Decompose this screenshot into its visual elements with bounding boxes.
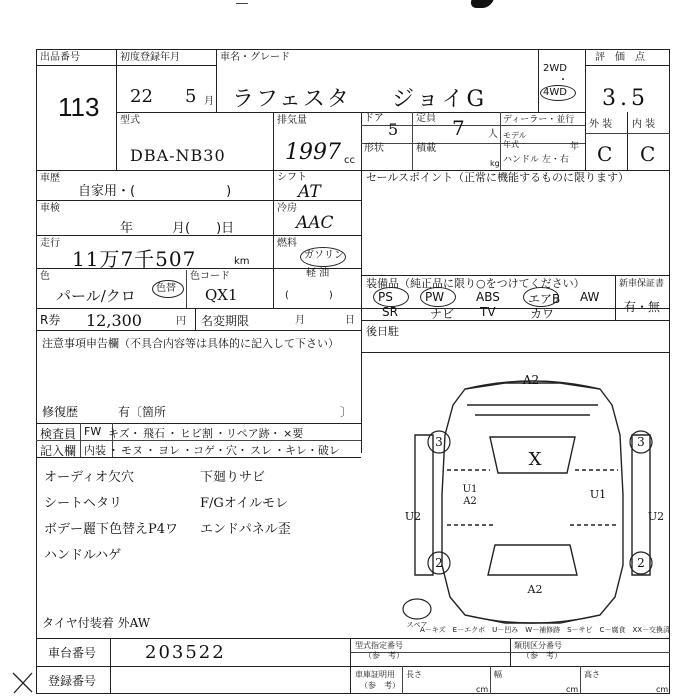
diagram-mark: A2	[463, 496, 477, 507]
name-change-month: 月	[295, 315, 305, 326]
rule	[402, 666, 403, 694]
equipment-item: エアB	[528, 292, 561, 306]
rule	[195, 308, 196, 330]
shape-label: 形状	[364, 143, 384, 154]
diagram-mark: 2	[435, 556, 443, 570]
diagram-mark: 3	[637, 435, 645, 449]
bottom-bumper	[465, 615, 600, 623]
door-label: ドア	[364, 113, 384, 124]
inspection-note: オーディオ欠穴	[44, 470, 134, 485]
tax-label: R券	[40, 313, 61, 327]
car-grade: ジョイG	[392, 87, 488, 112]
diagram-legend: A－キズ E－エクボ U－凹み W－補修跡 S－サビ C－腐食 XX－交換済	[420, 626, 671, 634]
name-change-day: 日	[345, 315, 355, 326]
rule	[36, 308, 670, 309]
length-unit: cm	[476, 685, 489, 694]
color-label: 色	[40, 271, 50, 282]
bottom-note: タイヤ付装着 外AW	[42, 616, 151, 630]
rule	[580, 666, 581, 694]
drive-4wd: 4WD	[543, 87, 567, 98]
rule	[361, 320, 670, 321]
exterior-grade: C	[597, 142, 613, 166]
rule	[361, 112, 362, 453]
legend-label: 記入欄	[40, 444, 77, 458]
top-ink-mark	[469, 0, 494, 8]
inspector-legend-item: モヌ	[121, 444, 143, 457]
inspection-note: ボデー麗下色替えP4ワ	[44, 522, 179, 537]
inspector-legend-item: ・	[167, 427, 178, 440]
height-unit: cm	[656, 685, 669, 694]
year-unit: 年	[570, 142, 580, 152]
ac-value: AAC	[296, 213, 334, 233]
equipment-circle	[523, 287, 559, 307]
inspector-legend-item: ・	[145, 444, 156, 457]
notes-label: 注意事項申告欄（不具合内容等は具体的に記入して下さい）	[42, 337, 339, 350]
inspector-legend-item: ヨレ	[158, 444, 180, 457]
lot-label: 出品番号	[40, 52, 80, 63]
equipment-item: カワ	[530, 307, 555, 321]
rule	[361, 352, 670, 353]
equipment-circle	[420, 287, 456, 307]
second-hand-label: 後日駐	[366, 325, 399, 338]
first-reg-year: 22	[130, 86, 153, 107]
tax-amount: 12,300	[86, 311, 142, 330]
rule	[36, 423, 361, 424]
km-unit: km	[234, 256, 250, 267]
rule	[36, 330, 361, 331]
equipment-item: ABS	[476, 290, 500, 304]
diagram-mark: U2	[404, 510, 422, 523]
rule	[273, 170, 274, 308]
inspection-note: エンドパネル歪	[200, 522, 291, 537]
left-side	[415, 435, 433, 575]
rule	[490, 666, 491, 694]
rule	[585, 49, 586, 170]
rear-window	[488, 545, 577, 575]
rule	[110, 638, 111, 694]
equipment-item: PS	[378, 290, 393, 304]
interior-grade: C	[640, 142, 656, 166]
equipment-item: PW	[425, 290, 445, 304]
reg-label: 登録番号	[48, 674, 97, 688]
repair-close: 〕	[340, 405, 353, 419]
equipment-circle	[373, 287, 409, 307]
color-code-label: 色コード	[190, 271, 230, 282]
shift-value: AT	[298, 182, 321, 202]
warranty-value: 有・無	[624, 300, 661, 314]
rule	[538, 49, 539, 112]
spare-tire	[403, 599, 431, 619]
corner-x-mark	[10, 670, 36, 696]
fuel-label: 燃料	[277, 238, 297, 249]
inspection-note: ハンドルハゲ	[44, 548, 122, 563]
category-label: 類別区分番号	[514, 641, 562, 650]
rule	[361, 275, 670, 276]
color-value: パール/クロ	[56, 287, 136, 305]
person-unit: 人	[488, 129, 498, 140]
width-unit: cm	[566, 685, 579, 694]
rule	[500, 112, 501, 170]
rule	[273, 112, 274, 170]
rule	[36, 65, 216, 66]
cert-label: 車庫証明用	[355, 670, 395, 679]
color-change: 色替	[156, 283, 176, 294]
inspector-legend-item: ・コゲ・穴・	[182, 444, 248, 457]
equipment-item: AW	[580, 290, 600, 304]
first-reg-month: 5	[185, 86, 197, 107]
diagram-mark: U2	[647, 510, 665, 523]
diagram-mark: U1	[462, 484, 478, 495]
inspector-legend-item: 内装	[84, 444, 106, 457]
inspector-legend-item: キズ・	[108, 427, 141, 440]
mileage-label: 走行	[40, 238, 60, 249]
roof-line	[467, 405, 598, 415]
displacement-value: 1997	[285, 140, 341, 165]
rule	[627, 112, 628, 170]
kg-unit: kg	[490, 159, 500, 168]
sales-points-label: セールスポイント（正常に機能するものに限ります）	[366, 171, 630, 184]
first-reg-label: 初度登録年月	[120, 52, 180, 63]
name-change-label: 名変期限	[201, 314, 250, 328]
interior-label: 内 装	[632, 119, 656, 130]
cert-sub: （参 考）	[360, 681, 400, 690]
inspection-note: シートヘタリ	[44, 496, 123, 511]
history-value: 自家用・( )	[78, 184, 232, 199]
exterior-label: 外 装	[589, 119, 613, 130]
rule	[585, 65, 670, 66]
fuel-light-oil: 軽 油	[306, 268, 330, 279]
yen-unit: 円	[176, 316, 186, 327]
length-label: 長さ	[406, 670, 422, 679]
rule	[36, 638, 670, 639]
chassis-label: 車台番号	[48, 646, 97, 660]
inspector-legend-item: ×要	[283, 427, 304, 440]
lot-number: 113	[58, 92, 100, 122]
rule	[80, 423, 81, 457]
inspector-legend-item: ・キレ・破レ	[274, 444, 340, 457]
rule	[116, 112, 586, 113]
car-diagram	[395, 375, 670, 637]
history-label: 車歴	[40, 173, 60, 184]
designation-label: 型式指定番号	[355, 641, 403, 650]
rule	[36, 666, 670, 667]
inspection-note: 下廻りサビ	[200, 470, 266, 485]
month-unit: 月	[204, 96, 214, 107]
equipment-item: ナビ	[430, 307, 455, 321]
rule	[216, 49, 217, 112]
diagram-mark: A2	[522, 375, 540, 387]
model-label: 型式	[120, 115, 140, 126]
category-sub: （参 考）	[522, 651, 562, 660]
rule	[350, 638, 351, 694]
model-year-label: モデル年式	[503, 131, 527, 149]
rule	[585, 133, 670, 134]
equipment-item: TV	[480, 305, 496, 319]
cc-unit: cc	[344, 155, 355, 166]
equipment-label: 装備品（純正品に限り○をつけてください）	[366, 277, 585, 290]
inspector-legend-item: ヒビ割	[180, 427, 213, 440]
drive-2wd: 2WD	[543, 63, 567, 74]
fuel-other: ( )	[285, 290, 333, 301]
diagram-mark: 2	[637, 556, 645, 570]
top-rule	[236, 3, 248, 4]
rule	[412, 112, 413, 170]
chassis-number: 203522	[145, 642, 226, 663]
rule	[615, 275, 616, 320]
model-value: DBA-NB30	[130, 146, 226, 165]
diagram-mark: A2	[527, 583, 543, 596]
inspection-note: F/Gオイルモレ	[200, 496, 289, 511]
displacement-label: 排気量	[277, 115, 307, 126]
designation-sub: （参 考）	[364, 651, 404, 660]
inspector-legend-item: FW	[84, 425, 102, 438]
fuel-gas: ガソリン	[304, 250, 344, 261]
repair-value: 有〔箇所	[118, 405, 167, 419]
inspection-label: 車検	[40, 203, 60, 214]
load-label: 積載	[416, 143, 436, 154]
capacity-label: 定員	[416, 113, 436, 124]
diagram-mark: 3	[435, 435, 443, 449]
inspection-value: 年 月( )日	[120, 221, 235, 236]
inspector-legend-item: ・リペア跡・	[215, 427, 281, 440]
color-code-value: QX1	[205, 286, 238, 304]
width-label: 幅	[494, 670, 502, 679]
height-label: 高さ	[584, 670, 600, 679]
door-value: 5	[388, 120, 399, 139]
mileage-value: 11万7千507	[72, 247, 197, 271]
car-name-label: 車名・グレード	[220, 52, 290, 63]
spare-label: スペア	[406, 621, 428, 629]
dealer-label: ディーラー・並行	[503, 115, 575, 125]
warranty-label: 新車保証書	[619, 279, 665, 289]
inspector-legend-item: 飛石	[143, 427, 165, 440]
rule	[361, 143, 585, 144]
rule	[186, 270, 187, 308]
shift-label: シフト	[277, 172, 307, 183]
inspector-label: 検査員	[40, 427, 77, 441]
repair-label: 修復歴	[42, 405, 79, 419]
handle-label: ハンドル 左・右	[503, 155, 569, 165]
inspector-legend-item: スレ	[250, 444, 272, 457]
diagram-mark: U1	[589, 488, 607, 501]
capacity-value: 7	[452, 116, 465, 140]
rule	[116, 49, 117, 170]
drive-separator: ・	[558, 75, 568, 86]
eval-score: 3.5	[602, 86, 649, 111]
ac-label: 冷房	[277, 203, 297, 214]
car-name: ラフェスタ	[232, 87, 351, 112]
eval-label: 評 価 点	[595, 52, 645, 63]
diagram-mark: X	[528, 449, 542, 470]
equipment-item: SR	[382, 305, 398, 319]
inspector-legend-item: ・	[108, 444, 119, 457]
